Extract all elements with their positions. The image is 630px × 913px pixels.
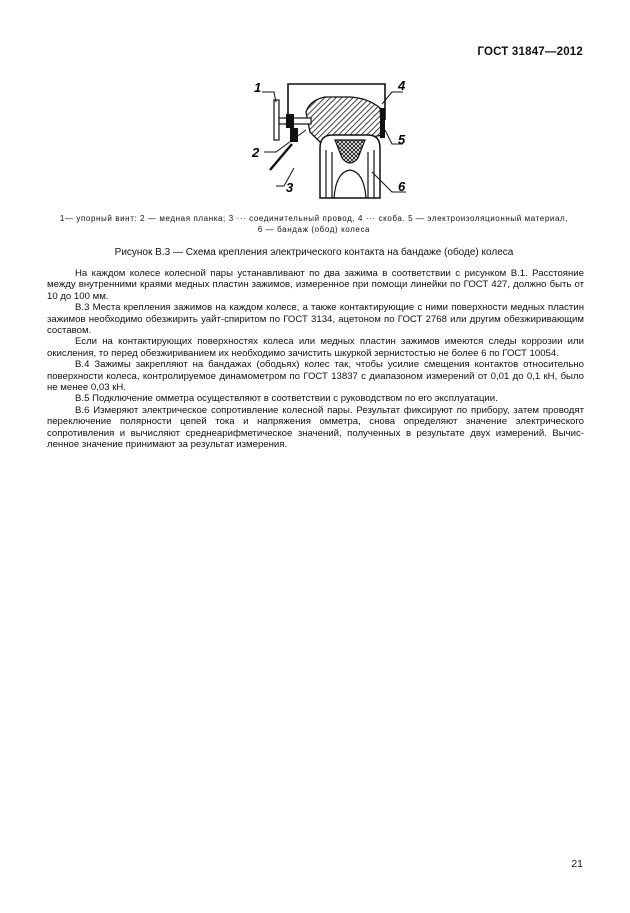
document-header: ГОСТ 31847—2012 xyxy=(477,46,583,58)
paragraph: На каждом колесе колесной пары устанавливают по два зажима в соответствии с рисунком В.1. Расстояние между внутренними краями медных пластин зажимов, измеренное при помощи линейки по ГОСТ 427, должно быть от 10 до 100 мм. xyxy=(47,268,584,302)
callout-2: 2 xyxy=(252,145,260,160)
page-number: 21 xyxy=(571,858,583,870)
callout-6: 6 xyxy=(398,179,406,194)
paragraph: В.5 Подключение омметра осуществляют в соответствии с руководством по его эксплуатации. xyxy=(75,393,498,405)
paragraph: В.6 Измеряют электрическое сопротивление колесной пары. Результат фиксируют по прибору, затем проводят переключение полярности цепей тока и напряжения омметра, снова определяют значение электрического сопротивления и вычисляют среднеарифметическое значений, полученных в результате двух измерений. Вычисленное значение принимают за результат измерения. xyxy=(47,404,584,451)
contact-mounting-diagram xyxy=(240,80,410,210)
callout-1: 1 xyxy=(254,80,262,95)
figure-legend xyxy=(40,213,588,235)
insulation-shape xyxy=(380,108,385,138)
legend-line-1: 1— упорный винт: 2 — медная планка; 3 ··· соединительный провод, 4 ··· скоба. 5 — электроизоляционный материал, xyxy=(59,214,569,223)
callout-5: 5 xyxy=(398,132,406,147)
paragraph: В.4 Зажимы закрепляют на бандажах (ободьях) колес так, чтобы усилие смещения контактов относительно поверхности колеса, контролируемое динамометром по ГОСТ 13837 с диапазоном измерений от 0,01 до 0,1 кН, было не менее 0,03 кН. xyxy=(47,359,584,394)
legend-line-2: 6 — бандаж (обод) колеса xyxy=(257,225,371,234)
callout-3: 3 xyxy=(286,180,294,195)
screw-shape xyxy=(274,100,279,140)
figure-caption: Рисунок В.3 — Схема крепления электрического контакта на бандаже (ободе) колеса xyxy=(114,247,514,258)
callout-4: 4 xyxy=(398,80,406,93)
body-text xyxy=(47,268,584,451)
paragraph: В.3 Места крепления зажимов на каждом колесе, а также контактирующие с ними поверхности медных пластин зажимов необходимо обезжирить уайт-спиритом по ГОСТ 3134, ацетоном по ГОСТ 2768 или другим обезжиривающим составом. xyxy=(47,302,584,337)
paragraph: Если на контактирующих поверхностях колеса или медных пластин зажимов имеются следы коррозии или окисления, то перед обезжириванием их необходимо зачистить шкуркой зернистостью не более 6 по ГОСТ 10054. xyxy=(47,336,584,359)
copper-strip-shape xyxy=(290,128,298,142)
